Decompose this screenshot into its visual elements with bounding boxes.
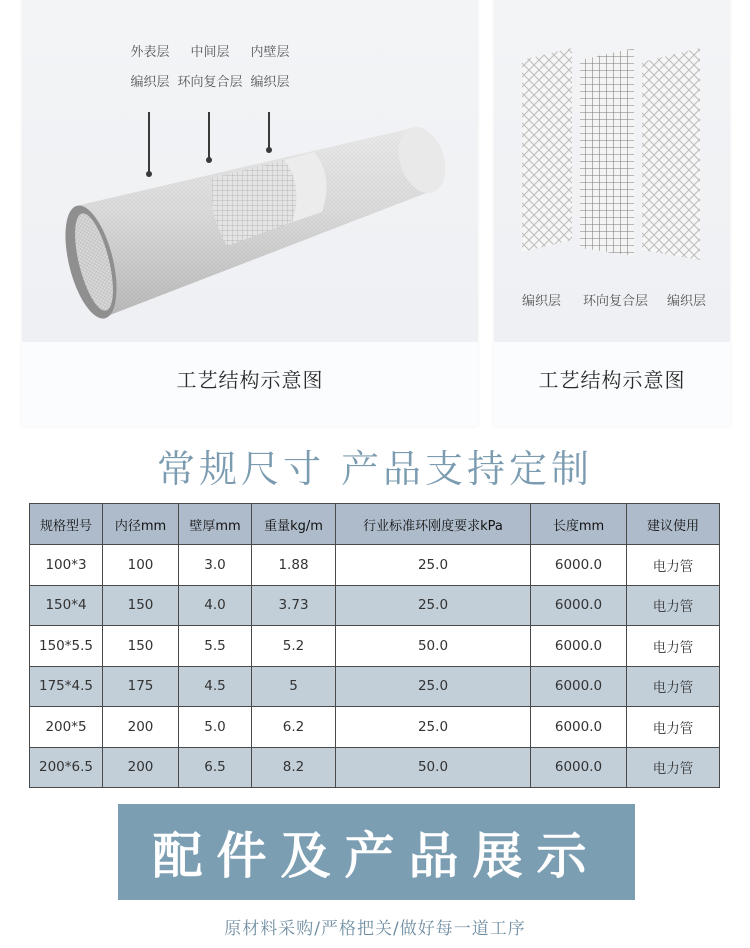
cell-usage: 电力管 (627, 585, 720, 626)
outer-layer-name: 外表层 (130, 45, 170, 60)
table-row (30, 707, 720, 748)
cell-length: 6000.0 (531, 626, 627, 667)
right-panel-caption: 工艺结构示意图 (538, 368, 686, 392)
cell-usage: 电力管 (627, 747, 720, 788)
cell-model: 100*3 (30, 545, 103, 586)
cell-ring-stiffness: 50.0 (336, 626, 531, 667)
cell-wall-thickness: 5.0 (179, 707, 252, 748)
header-weight: 重量kg/m (252, 504, 336, 545)
cell-inner-diameter: 150 (103, 585, 179, 626)
section-title: 常规尺寸 产品支持定制 (156, 447, 594, 491)
spec-table (29, 503, 720, 788)
outer-layer-label (122, 38, 178, 98)
mesh-label-braided-1: 编织层 (522, 294, 562, 309)
cell-inner-diameter: 150 (103, 626, 179, 667)
left-panel-caption: 工艺结构示意图 (176, 368, 324, 392)
middle-layer-label (174, 38, 246, 98)
banner-title: 配件及产品展示 (152, 826, 601, 885)
cell-ring-stiffness: 25.0 (336, 585, 531, 626)
outer-layer-type: 编织层 (130, 75, 170, 90)
cell-inner-diameter: 175 (103, 666, 179, 707)
mesh-label-hoop-composite: 环向复合层 (583, 294, 649, 309)
header-length: 长度mm (531, 504, 627, 545)
cell-inner-diameter: 100 (103, 545, 179, 586)
cell-model: 150*5.5 (30, 626, 103, 667)
cell-length: 6000.0 (531, 747, 627, 788)
cell-usage: 电力管 (627, 707, 720, 748)
cell-model: 175*4.5 (30, 666, 103, 707)
cell-weight: 6.2 (252, 707, 336, 748)
quality-slogan: 原材料采购/严格把关/做好每一道工序 (224, 919, 526, 939)
cell-ring-stiffness: 25.0 (336, 666, 531, 707)
cell-wall-thickness: 5.5 (179, 626, 252, 667)
table-row (30, 747, 720, 788)
table-row (30, 545, 720, 586)
cell-model: 200*5 (30, 707, 103, 748)
cell-inner-diameter: 200 (103, 707, 179, 748)
cell-length: 6000.0 (531, 585, 627, 626)
cell-wall-thickness: 3.0 (179, 545, 252, 586)
accessories-banner (118, 804, 635, 900)
cell-usage: 电力管 (627, 545, 720, 586)
cell-usage: 电力管 (627, 626, 720, 667)
cell-weight: 8.2 (252, 747, 336, 788)
header-usage: 建议使用 (627, 504, 720, 545)
mesh-illustration (494, 0, 730, 342)
middle-layer-type: 环向复合层 (177, 75, 243, 90)
cell-usage: 电力管 (627, 666, 720, 707)
header-wall-thickness: 壁厚mm (179, 504, 252, 545)
table-row (30, 666, 720, 707)
cell-ring-stiffness: 50.0 (336, 747, 531, 788)
cell-inner-diameter: 200 (103, 747, 179, 788)
table-row (30, 585, 720, 626)
inner-layer-name: 内壁层 (250, 45, 290, 60)
cell-model: 200*6.5 (30, 747, 103, 788)
cell-length: 6000.0 (531, 545, 627, 586)
header-ring-stiffness: 行业标准环刚度要求kPa (336, 504, 531, 545)
cell-length: 6000.0 (531, 707, 627, 748)
cell-weight: 5 (252, 666, 336, 707)
mesh-label-braided-2: 编织层 (667, 294, 707, 309)
pipe-structure-panel (22, 0, 478, 426)
cell-wall-thickness: 6.5 (179, 747, 252, 788)
cell-ring-stiffness: 25.0 (336, 707, 531, 748)
layer-mesh-panel (494, 0, 730, 426)
cell-model: 150*4 (30, 585, 103, 626)
header-inner-diameter: 内径mm (103, 504, 179, 545)
cell-weight: 3.73 (252, 585, 336, 626)
cell-wall-thickness: 4.0 (179, 585, 252, 626)
inner-layer-label (242, 38, 298, 98)
header-model: 规格型号 (30, 504, 103, 545)
cell-weight: 5.2 (252, 626, 336, 667)
cell-wall-thickness: 4.5 (179, 666, 252, 707)
cell-weight: 1.88 (252, 545, 336, 586)
table-row (30, 626, 720, 667)
cell-ring-stiffness: 25.0 (336, 545, 531, 586)
pipe-illustration (22, 0, 478, 342)
table-header-row (30, 504, 720, 545)
cell-length: 6000.0 (531, 666, 627, 707)
inner-layer-type: 编织层 (250, 75, 290, 90)
middle-layer-name: 中间层 (190, 45, 230, 60)
